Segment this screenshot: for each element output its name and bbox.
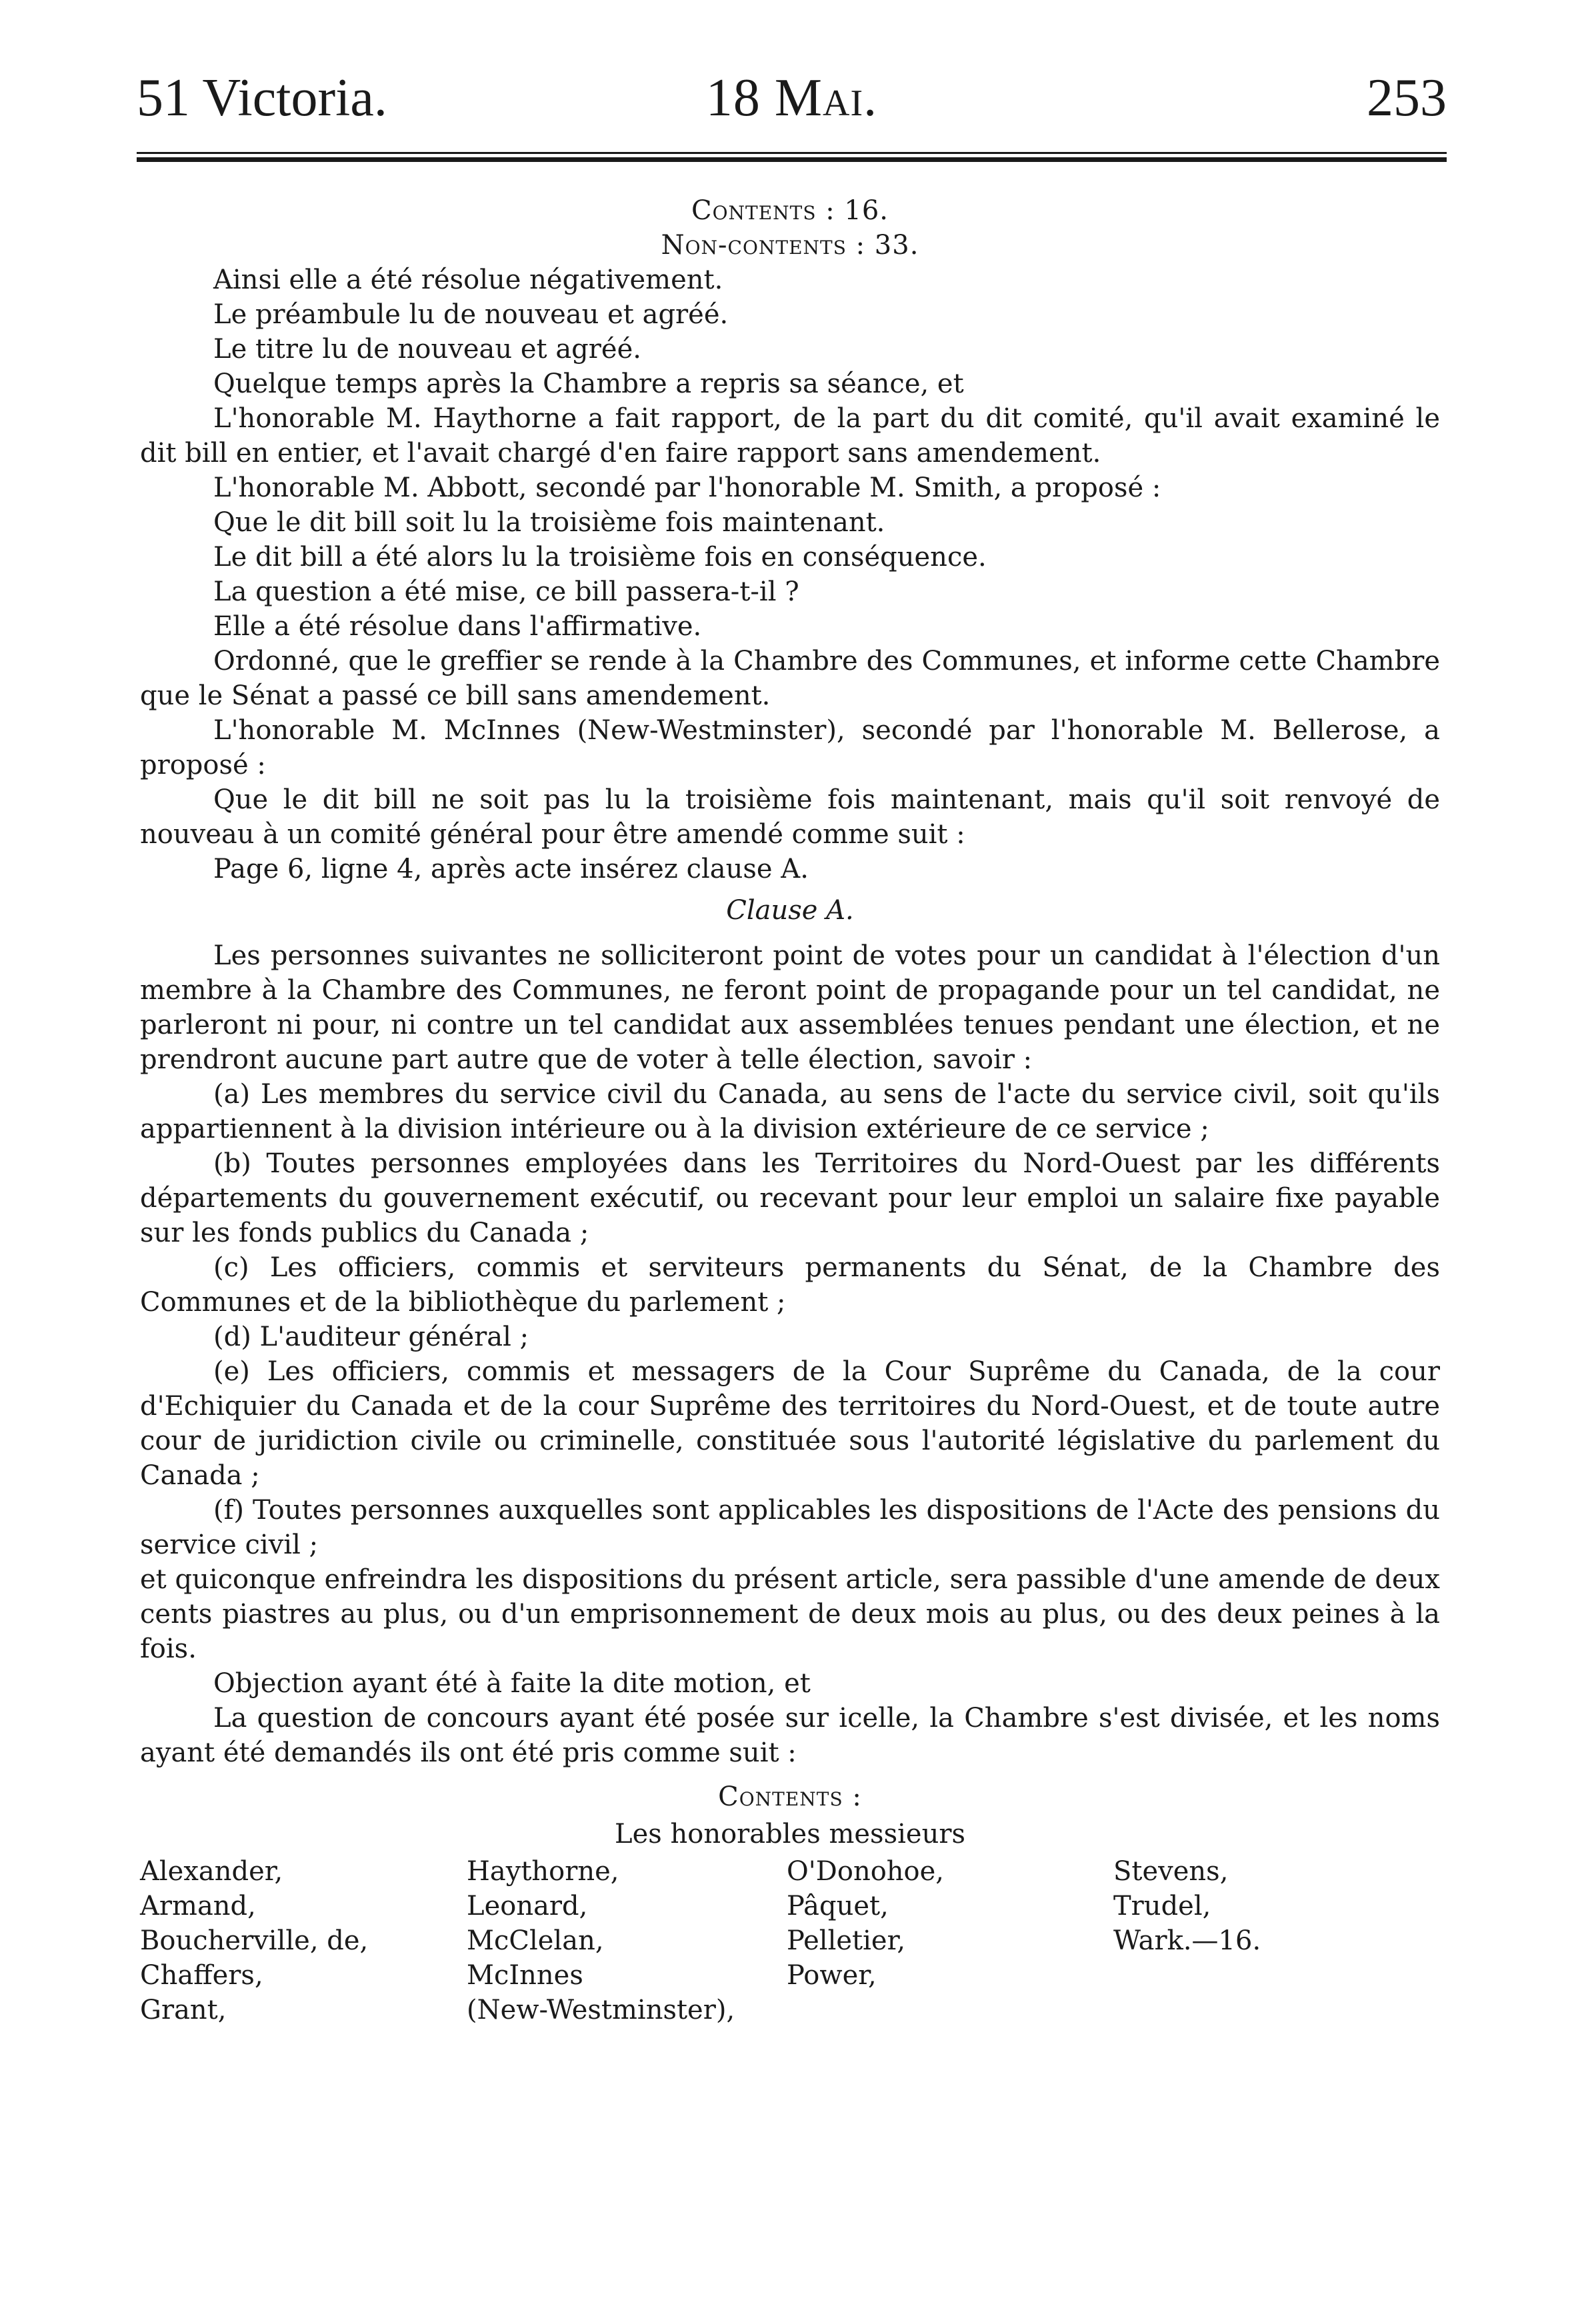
body-text bbox=[140, 193, 1440, 2027]
running-head bbox=[137, 61, 1447, 135]
senator-name: Armand, bbox=[140, 1891, 256, 1921]
clause-item: (c) Les officiers, commis et serviteurs permanents du Sénat, de la Chambre des Communes et de la bibliothèque du parlement ; bbox=[140, 1252, 1440, 1318]
vote-contents-count: Contents : 16. bbox=[691, 195, 889, 226]
senator-name: (New-Westminster), bbox=[467, 1995, 735, 2025]
paragraph: Elle a été résolue dans l'affirmative. bbox=[213, 611, 702, 642]
paragraph: Quelque temps après la Chambre a repris sa séance, et bbox=[213, 369, 964, 399]
clause-item: (d) L'auditeur général ; bbox=[213, 1322, 529, 1352]
paragraph: Le dit bill a été alors lu la troisième fois en conséquence. bbox=[213, 542, 987, 573]
senator-name: Haythorne, bbox=[467, 1856, 619, 1887]
clause-item-list bbox=[140, 1077, 1440, 1562]
senator-name: McInnes bbox=[467, 1960, 583, 1991]
senator-name: Trudel, bbox=[1113, 1891, 1211, 1921]
page-number: 253 bbox=[1367, 69, 1447, 127]
clause-title: Clause A. bbox=[726, 895, 854, 926]
senator-name: Wark.—16. bbox=[1113, 1925, 1261, 1956]
clause-item: (f) Toutes personnes auxquelles sont applicables les dispositions de l'Acte des pensions du service civil ; bbox=[140, 1495, 1440, 1560]
senator-name: Pâquet, bbox=[787, 1891, 889, 1921]
vote-non-contents-count: Non-contents : 33. bbox=[661, 230, 919, 261]
senator-name: McClelan, bbox=[467, 1925, 604, 1956]
header-rule-thin bbox=[137, 152, 1447, 154]
senator-name: Alexander, bbox=[140, 1856, 283, 1887]
paragraph: Le préambule lu de nouveau et agréé. bbox=[213, 299, 729, 330]
paragraph: La question de concours ayant été posée sur icelle, la Chambre s'est divisée, et les noms ayant été demandés ils ont été pris comme suit : bbox=[140, 1703, 1440, 1768]
paragraph: L'honorable M. McInnes (New-Westminster), secondé par l'honorable M. Bellerose, a proposé : bbox=[140, 715, 1440, 780]
senator-name: Power, bbox=[787, 1960, 877, 1991]
names-column bbox=[787, 1854, 1113, 2027]
names-column bbox=[1113, 1854, 1433, 2027]
header-rule-thick bbox=[137, 157, 1447, 162]
vote-names-table bbox=[140, 1854, 1440, 2027]
paragraph: Que le dit bill soit lu la troisième fois maintenant. bbox=[213, 507, 885, 538]
vote-subheading: Les honorables messieurs bbox=[615, 1819, 965, 1849]
paragraph: Objection ayant été à faite la dite motion, et bbox=[213, 1668, 811, 1699]
paragraph: La question a été mise, ce bill passera-t-il ? bbox=[213, 577, 799, 607]
senator-name: Chaffers, bbox=[140, 1960, 263, 1991]
senator-name: Grant, bbox=[140, 1995, 227, 2025]
names-column bbox=[467, 1854, 787, 2027]
paragraph: Ainsi elle a été résolue négativement. bbox=[213, 265, 723, 295]
paragraph: L'honorable M. Haythorne a fait rapport, de la part du dit comité, qu'il avait examiné le dit bill en entier, et l'avait chargé d'en faire rapport sans amendement. bbox=[140, 403, 1440, 469]
clause-item: (e) Les officiers, commis et messagers de la Cour Suprême du Canada, de la cour d'Echiquier du Canada et de la cour Suprême des territoires du Nord-Ouest, et de toute autre cour de juridiction civile ou criminelle, constituée sous l'autorité législative du parlement du Canada ; bbox=[140, 1356, 1440, 1491]
senator-name: Leonard, bbox=[467, 1891, 588, 1921]
senator-name: Boucherville, de, bbox=[140, 1925, 369, 1956]
senator-name: Pelletier, bbox=[787, 1925, 906, 1956]
vote-contents-heading: Contents : bbox=[718, 1781, 862, 1812]
header-regnal-year: 51 Victoria. bbox=[137, 69, 387, 127]
paragraph: Le titre lu de nouveau et agréé. bbox=[213, 334, 641, 365]
clause-item: (b) Toutes personnes employées dans les Territoires du Nord-Ouest par les différents départements du gouvernement exécutif, ou recevant pour leur emploi un salaire fixe payable sur les fonds publics du Canada ; bbox=[140, 1148, 1440, 1248]
clause-item: (a) Les membres du service civil du Canada, au sens de l'acte du service civil, soit qu'ils appartiennent à la division intérieure ou à la division extérieure de ce service ; bbox=[140, 1079, 1440, 1144]
senator-name: Stevens, bbox=[1113, 1856, 1229, 1887]
clause-intro: Les personnes suivantes ne solliciteront point de votes pour un candidat à l'élection d'un membre à la Chambre des Communes, ne feront point de propagande pour un tel candidat, ne parleront ni pour, ni contre un tel candidat aux assemblées tenues pendant une élection, et ne prendront aucune part autre que de voter à telle élection, savoir : bbox=[140, 940, 1440, 1075]
paragraph: Que le dit bill ne soit pas lu la troisième fois maintenant, mais qu'il soit renvoyé de nouveau à un comité général pour être amendé comme suit : bbox=[140, 784, 1440, 850]
senator-name: O'Donohoe, bbox=[787, 1856, 945, 1887]
paragraph: Page 6, ligne 4, après acte insérez clause A. bbox=[213, 854, 809, 884]
names-column bbox=[140, 1854, 467, 2027]
clause-penalty: et quiconque enfreindra les dispositions du présent article, sera passible d'une amende de deux cents piastres au plus, ou d'un emprisonnement de deux mois au plus, ou des deux peines à la fois. bbox=[140, 1564, 1440, 1664]
header-date: 18 Mai. bbox=[705, 69, 878, 127]
paragraph: L'honorable M. Abbott, secondé par l'honorable M. Smith, a proposé : bbox=[213, 473, 1161, 503]
paragraph: Ordonné, que le greffier se rende à la Chambre des Communes, et informe cette Chambre que le Sénat a passé ce bill sans amendement. bbox=[140, 646, 1440, 711]
